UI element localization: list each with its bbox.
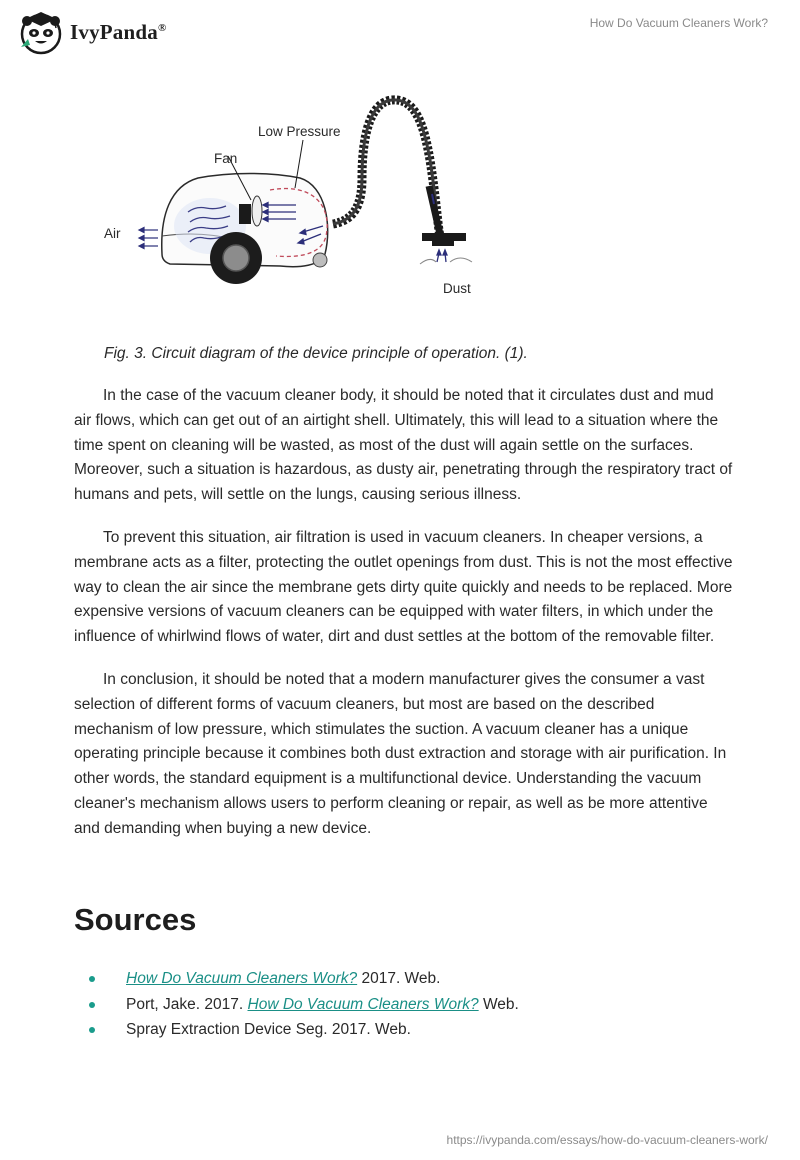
- page-url[interactable]: https://ivypanda.com/essays/how-do-vacuum-cleaners-work/: [446, 1133, 768, 1147]
- panda-logo-icon: [18, 9, 64, 55]
- paragraph: In conclusion, it should be noted that a modern manufacturer gives the consumer a vast selection of different forms of vacuum cleaners, but most are based on the described mechanism of low pressure, which stimulates the suction. A vacuum cleaner has a unique operating principle because it combines both dust extraction and storage with air purification. In other words, the standard equipment is a multifunctional device. Understanding the vacuum cleaner's mechanism allows users to perform cleaning or repair, as well as be more attentive and demanding when buying a new device.: [74, 670, 727, 837]
- brand-name: IvyPanda®: [70, 19, 167, 44]
- label-air: Air: [104, 226, 121, 241]
- brand-logo[interactable]: [18, 9, 166, 55]
- sources-list: [86, 966, 519, 1043]
- article-body: [74, 384, 734, 860]
- fan-motor: [239, 204, 251, 224]
- sources-heading: Sources: [74, 902, 197, 937]
- paragraph: In the case of the vacuum cleaner body, it should be noted that it circulates dust and mud air flows, which can get out of an airtight shell. Ultimately, this will lead to a situation where the time spent on cleaning will be wasted, as most of the dust will again settle on the surfaces. Moreover, such a situation is hazardous, as dusty air, penetrating through the respiratory tract of humans and pets, will settle on the lungs, causing serious illness.: [74, 387, 733, 504]
- bullet-icon: [89, 1002, 95, 1008]
- document-title: How Do Vacuum Cleaners Work?: [589, 16, 768, 30]
- exhaust-air-arrows: [139, 228, 158, 249]
- vacuum-nozzle: [422, 233, 466, 241]
- page-header: [0, 0, 800, 70]
- label-fan: Fan: [214, 151, 238, 166]
- source-item: How Do Vacuum Cleaners Work? 2017. Web.: [86, 966, 519, 992]
- front-wheel: [313, 253, 327, 267]
- source-link[interactable]: How Do Vacuum Cleaners Work?: [126, 970, 358, 987]
- figure-caption: Fig. 3. Circuit diagram of the device principle of operation. (1).: [104, 345, 528, 362]
- bullet-icon: [89, 1027, 95, 1033]
- source-link[interactable]: How Do Vacuum Cleaners Work?: [247, 995, 479, 1013]
- source-item: Spray Extraction Device Seg. 2017. Web.: [86, 1017, 519, 1043]
- paragraph: To prevent this situation, air filtration is used in vacuum cleaners. In cheaper versions, a membrane acts as a filter, protecting the outlet openings from dust. This is not the most effective way to clean the air since the membrane gets dirty quite quickly and needs to be replaced. More expensive versions of vacuum cleaners can be equipped with water filters, in which under the influence of whirlwind flows of water, dirt and dust settles at the bottom of the removable filter.: [74, 528, 733, 646]
- dust-arrows: [437, 250, 447, 262]
- source-item: Port, Jake. 2017. How Do Vacuum Cleaners Work? Web.: [86, 992, 519, 1018]
- fan-blades: [252, 196, 262, 226]
- label-dust: Dust: [443, 281, 471, 296]
- label-low-pressure: Low Pressure: [258, 124, 341, 139]
- bullet-icon: [89, 976, 95, 982]
- vacuum-cleaner-diagram: [100, 86, 520, 306]
